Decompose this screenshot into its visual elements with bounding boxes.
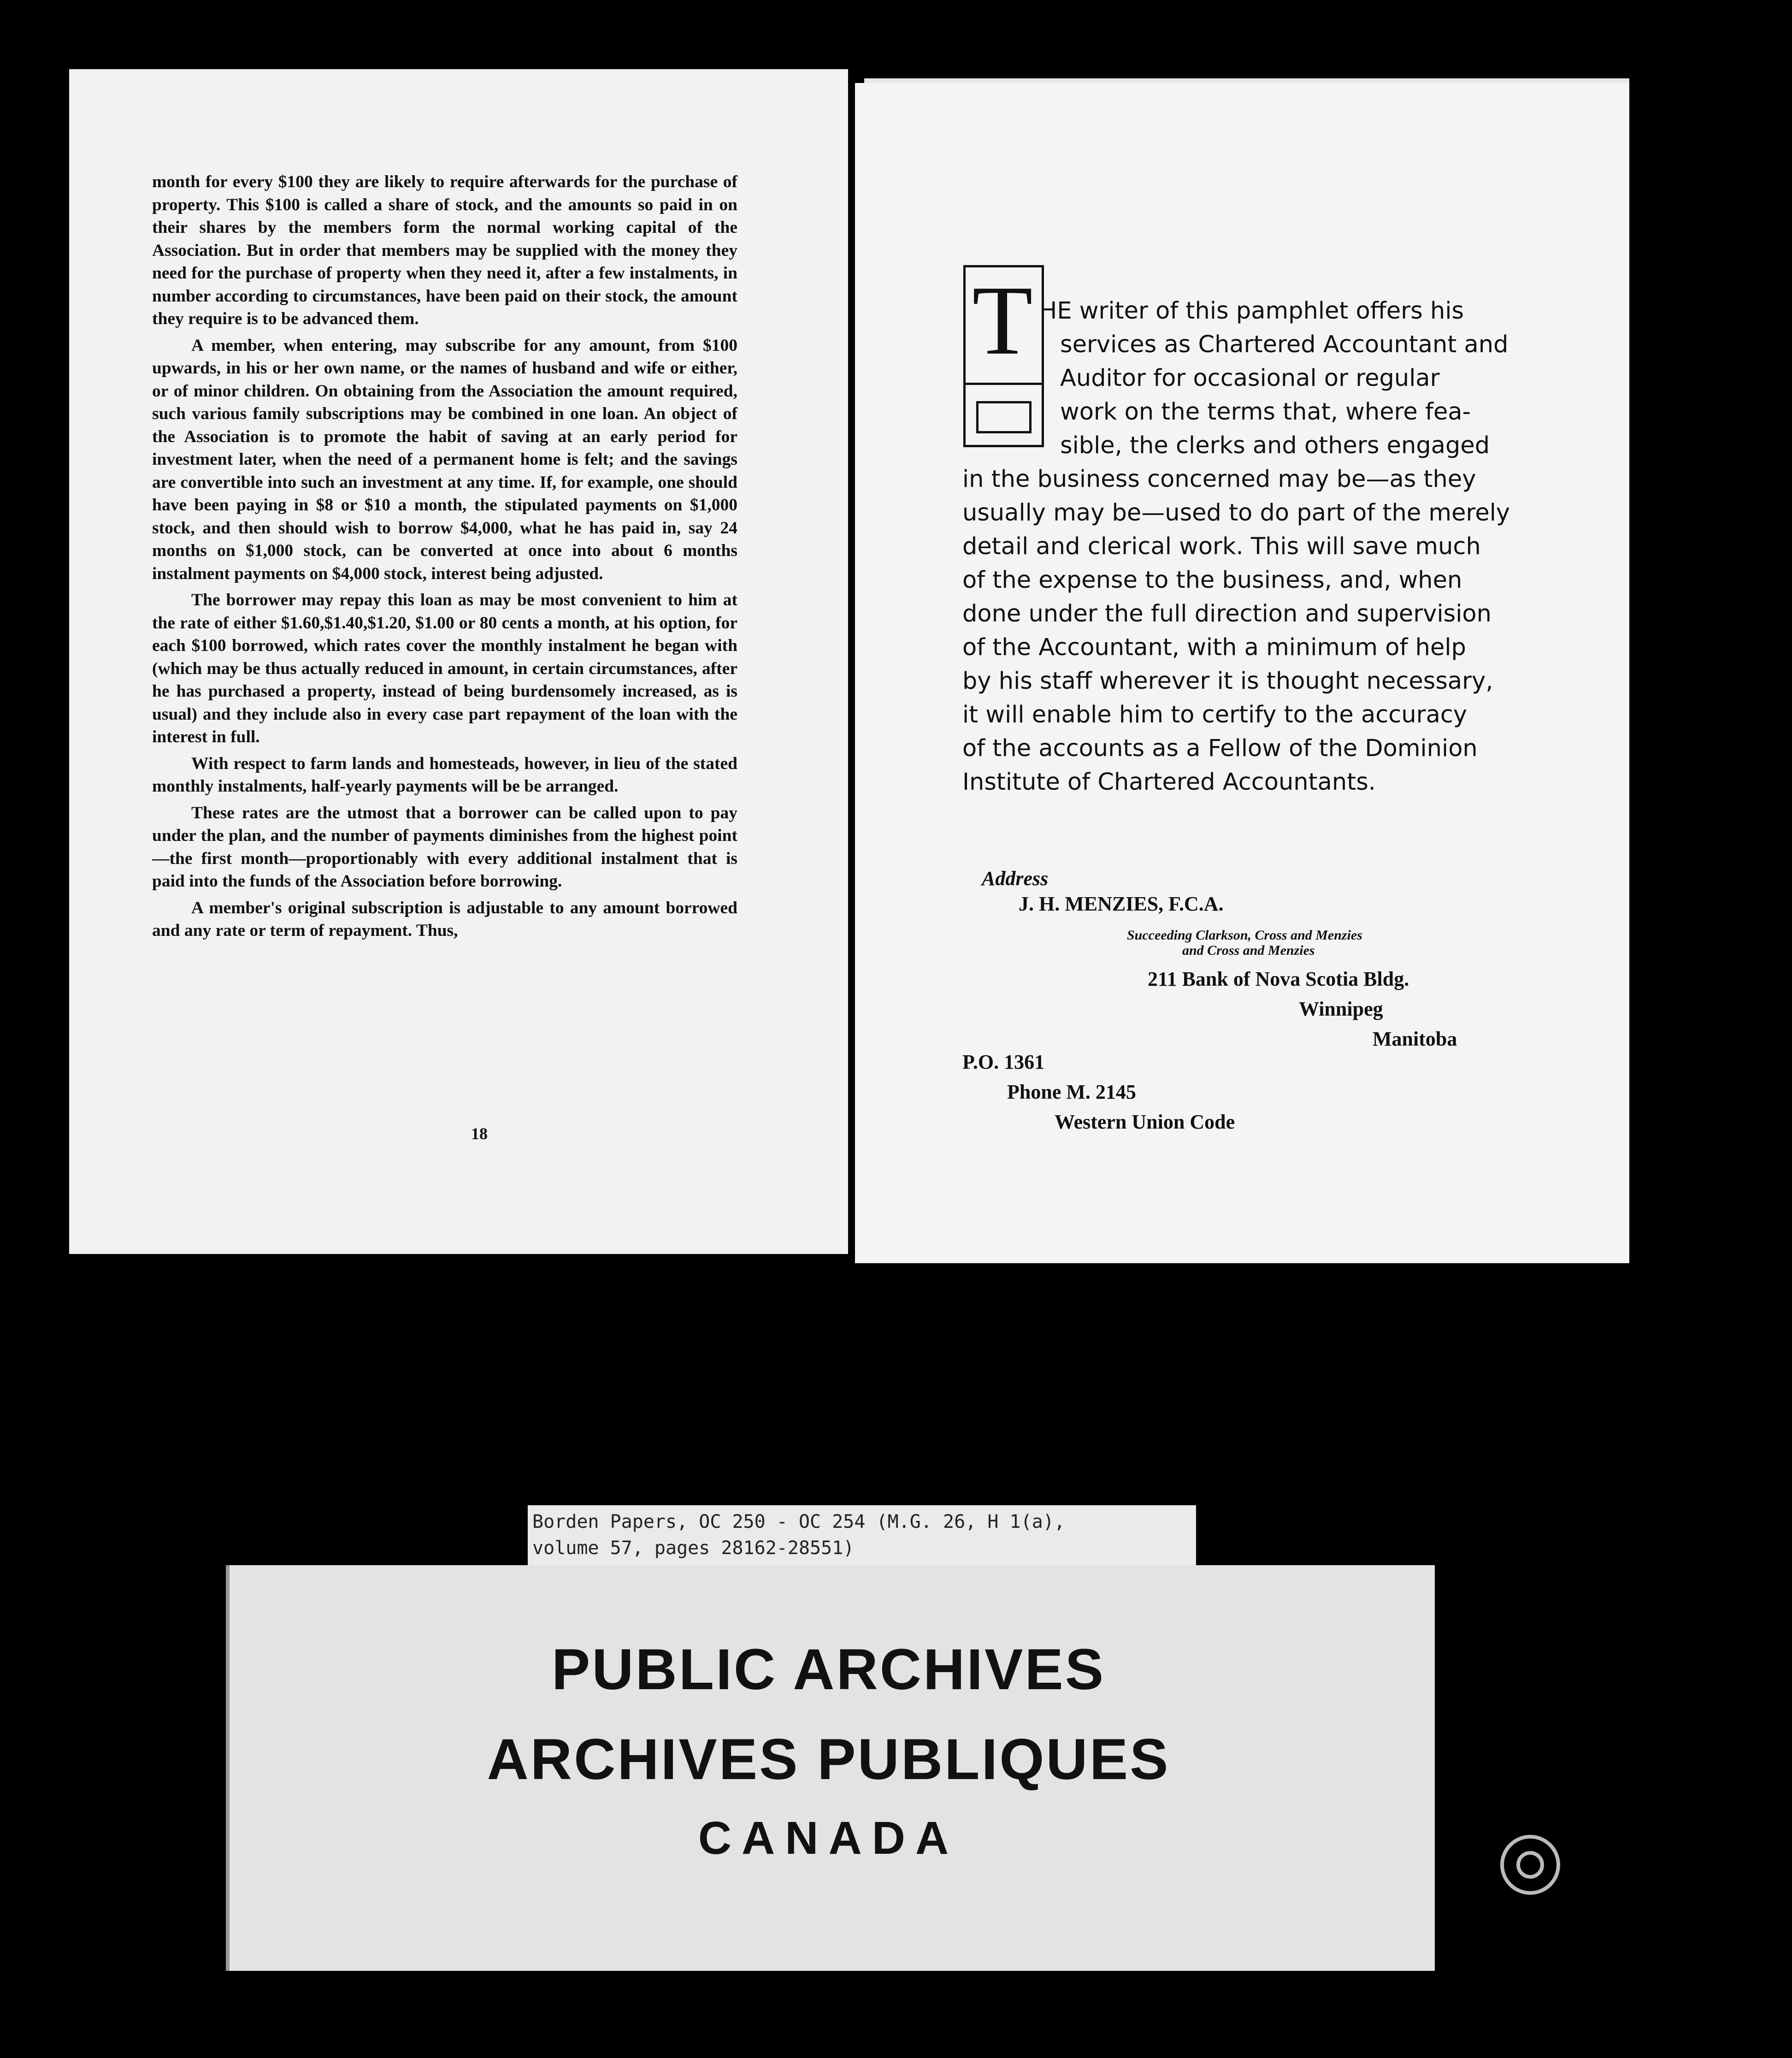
address-street: 211 Bank of Nova Scotia Bldg. (1148, 968, 1409, 990)
body-line: usually may be—used to do part of the merely (962, 499, 1510, 526)
paragraph: The borrower may repay this loan as may be most convenient to him at the rate of either $1.60,$1.40,$1.20, $1.00 or 80 cents a month, at his option, for each $100 borrowed, which rates cover the monthly instalment he began with (which may be thus actually reduced in amount, in certain circumstances, after he has purchased a property, instead of being burdensomely increased, as is usual) and they include also in every case part repayment of the loan with the interest in full. (152, 591, 737, 746)
drop-cap-rule (963, 383, 1044, 385)
body-line: of the accounts as a Fellow of the Dominion (962, 735, 1478, 762)
body-line: Auditor for occasional or regular (1060, 365, 1440, 392)
body-line: detail and clerical work. This will save much (962, 533, 1481, 560)
archives-title-fr: ARCHIVES PUBLIQUES (487, 1727, 1170, 1792)
left-page-text (152, 171, 737, 942)
paragraph: These rates are the utmost that a borrower can be called upon to pay under the plan, and the number of payments diminishes from the highest point—the first month—proportionably with every additional instalment that is paid into the funds of the Association before borrowing. (152, 803, 737, 891)
paragraph: A member, when entering, may subscribe for any amount, from $100 upwards, in his or her own name, or the names of husband and wife or either, or of minor children. On obtaining from the Association the amount required, such various family subscriptions may be combined in one loan. An object of the Association is to promote the habit of saving at an early period for investment later, when the need of a permanent home is felt; and the savings are convertible into such an investment at any time. If, for example, one should have been paying in $8 or $10 a month, the stipulated payments on $1,000 stock, and then should wish to borrow $4,000, what he has paid in, say 24 months on $1,000 stock, can be converted at once into about 6 months instalment payments on $4,000 stock, interest being adjusted. (152, 336, 737, 583)
address-city: Winnipeg (1299, 998, 1383, 1020)
body-line: by his staff wherever it is thought necessary, (962, 668, 1493, 695)
address-po-box: P.O. 1361 (962, 1051, 1045, 1073)
body-line: of the Accountant, with a minimum of help (962, 634, 1466, 661)
address-succeeding-2: and Cross and Menzies (1182, 943, 1315, 958)
body-line: done under the full direction and supervision (962, 600, 1491, 627)
address-name: J. H. MENZIES, F.C.A. (1019, 893, 1224, 915)
body-line: work on the terms that, where fea- (1060, 398, 1471, 426)
page-number: 18 (471, 1124, 488, 1143)
paragraph: With respect to farm lands and homesteads, however, in lieu of the stated monthly instalments, half-yearly payments will be be arranged. (152, 754, 737, 796)
body-line: in the business concerned may be—as they (962, 466, 1476, 493)
address-label: Address (982, 867, 1049, 890)
address-succeeding-1: Succeeding Clarkson, Cross and Menzies (1127, 928, 1362, 943)
drop-cap-letter: T (972, 265, 1033, 375)
archives-title-en: PUBLIC ARCHIVES (551, 1638, 1106, 1702)
address-province: Manitoba (1373, 1028, 1457, 1050)
body-line: Institute of Chartered Accountants. (962, 769, 1376, 796)
reference-line-1: Borden Papers, OC 250 - OC 254 (M.G. 26, H 1(a), (532, 1511, 1065, 1532)
archives-country: CANADA (698, 1812, 959, 1864)
paragraph: month for every $100 they are likely to require afterwards for the purchase of property. This $100 is called a share of stock, and the amounts so paid in on their shares by the members form the normal working capital of the Association. But in order that members may be supplied with the money they need for the purchase of property when they need it, after a few instalments, in number according to circumstances, have been paid on their stock, the amount they require is to be advanced them. (152, 172, 737, 328)
body-line: of the expense to the business, and, when (962, 567, 1462, 594)
address-phone: Phone M. 2145 (1007, 1081, 1136, 1103)
microfilm-logo-inner (1516, 1851, 1544, 1879)
reference-line-2: volume 57, pages 28162-28551) (532, 1538, 855, 1559)
address-code: Western Union Code (1055, 1111, 1235, 1133)
body-line: services as Chartered Accountant and (1060, 331, 1509, 358)
paragraph: A member's original subscription is adjustable to any amount borrowed and any rate or term of repayment. Thus, (152, 898, 737, 940)
drop-cap-ornament (976, 401, 1032, 433)
body-line: it will enable him to certify to the accuracy (962, 701, 1468, 728)
body-line: sible, the clerks and others engaged (1060, 432, 1490, 459)
body-line: HE writer of this pamphlet offers his (1039, 297, 1464, 325)
